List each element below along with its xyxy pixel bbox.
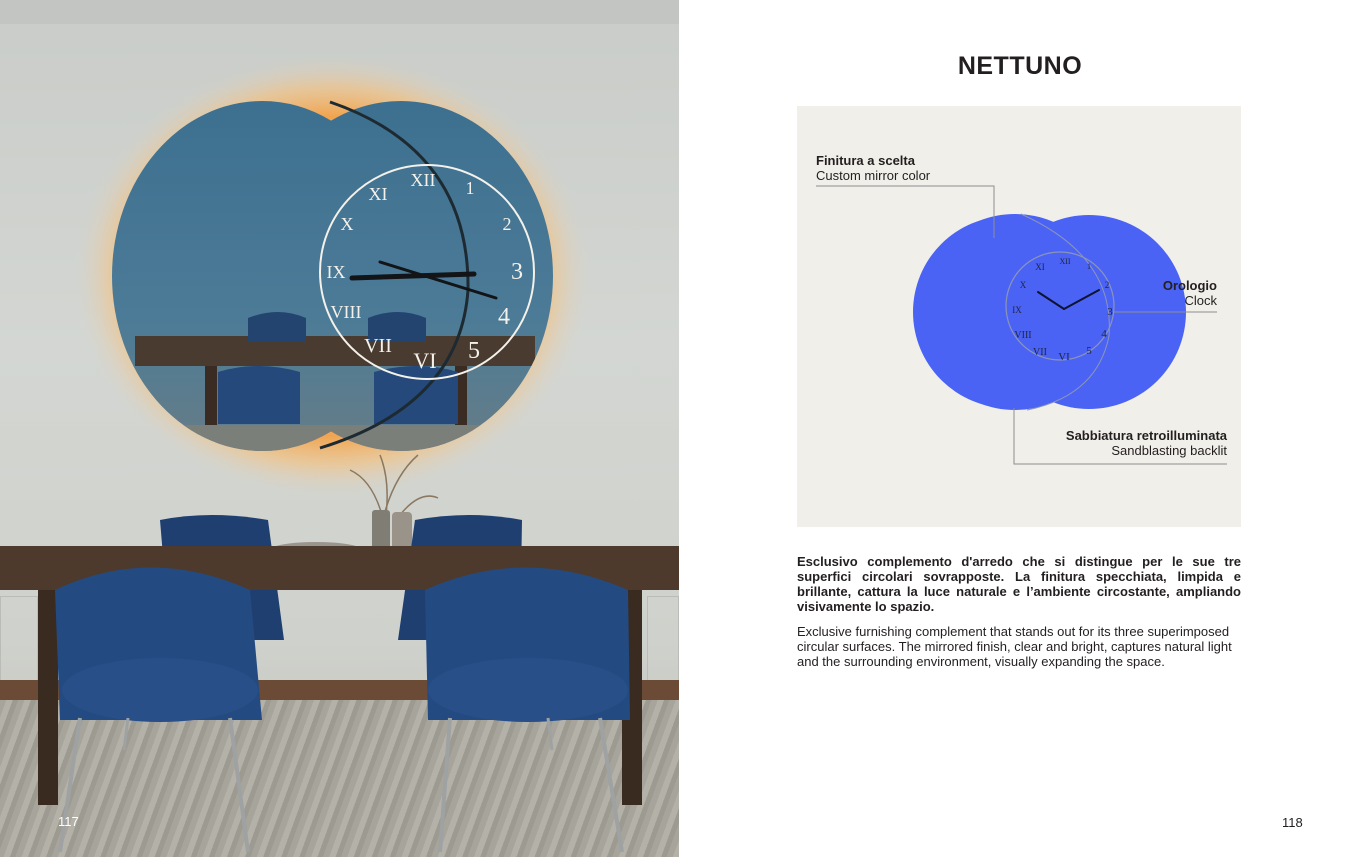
product-diagram — [797, 106, 1241, 527]
clock-numeral: XI — [368, 184, 388, 204]
callout-sandblasting — [1066, 428, 1227, 458]
clock-numeral: XII — [410, 170, 436, 190]
page-number: 118 — [1282, 815, 1303, 830]
chair-front — [425, 568, 630, 853]
clock-numeral: 5 — [468, 338, 480, 364]
clock-numeral: IX — [1012, 305, 1022, 315]
clock-numeral: XII — [1059, 257, 1071, 266]
clock-numeral: VIII — [330, 302, 362, 322]
clock-numeral: 1 — [1087, 262, 1091, 271]
clock-numeral: VIII — [1014, 330, 1032, 341]
clock-numeral: VI — [413, 348, 437, 373]
clock-numeral: 5 — [1086, 345, 1092, 357]
description-english: Exclusive furnishing complement that stands out for its three superimposed circular surfaces. The mirrored finish, clear and bright, captures natural light and the surrounding environment, visually expanding the space. — [797, 624, 1232, 669]
callout-clock-en: Clock — [1184, 293, 1217, 308]
clock-numeral: VII — [364, 335, 392, 357]
room-scene — [0, 0, 679, 857]
callout-finish-en: Custom mirror color — [816, 168, 931, 183]
clock-numeral: IX — [326, 262, 346, 282]
clock-numeral: VI — [1058, 351, 1070, 363]
clock-numeral: X — [340, 214, 354, 234]
clock-numeral: 4 — [1101, 328, 1107, 340]
table-leg — [38, 590, 58, 805]
callout-clock-it: Orologio — [1162, 278, 1217, 293]
clock-numeral: 2 — [502, 214, 512, 234]
product-photo — [0, 0, 679, 857]
description-italian: Esclusivo complemento d'arredo che si distingue per le sue tre superfici circolari sovrapposte. La finitura specchiata, limpida e brillante, cattura la luce naturale e l’ambiente circostante, ampliando visivamente lo spazio. — [797, 554, 1241, 614]
clock-numeral: 1 — [465, 178, 475, 198]
clock-numeral: VII — [1033, 347, 1047, 358]
product-title: NETTUNO — [957, 52, 1083, 80]
clock-numeral: 3 — [1107, 306, 1113, 318]
clock-numeral: 4 — [498, 304, 510, 330]
callout-sandblasting-en: Sandblasting backlit — [1111, 443, 1227, 458]
clock-numeral: X — [1019, 280, 1027, 290]
clock-numeral: 2 — [1104, 280, 1110, 290]
callout-clock — [1163, 278, 1217, 308]
page-number: 117 — [58, 814, 79, 829]
callout-sandblasting-it: Sabbiatura retroilluminata — [1065, 428, 1227, 443]
clock-numeral: 3 — [511, 259, 523, 285]
callout-finish-it: Finitura a scelta — [816, 153, 915, 168]
callout-finish — [816, 153, 930, 183]
chair-front — [55, 568, 262, 853]
clock-numeral: XI — [1035, 262, 1045, 272]
